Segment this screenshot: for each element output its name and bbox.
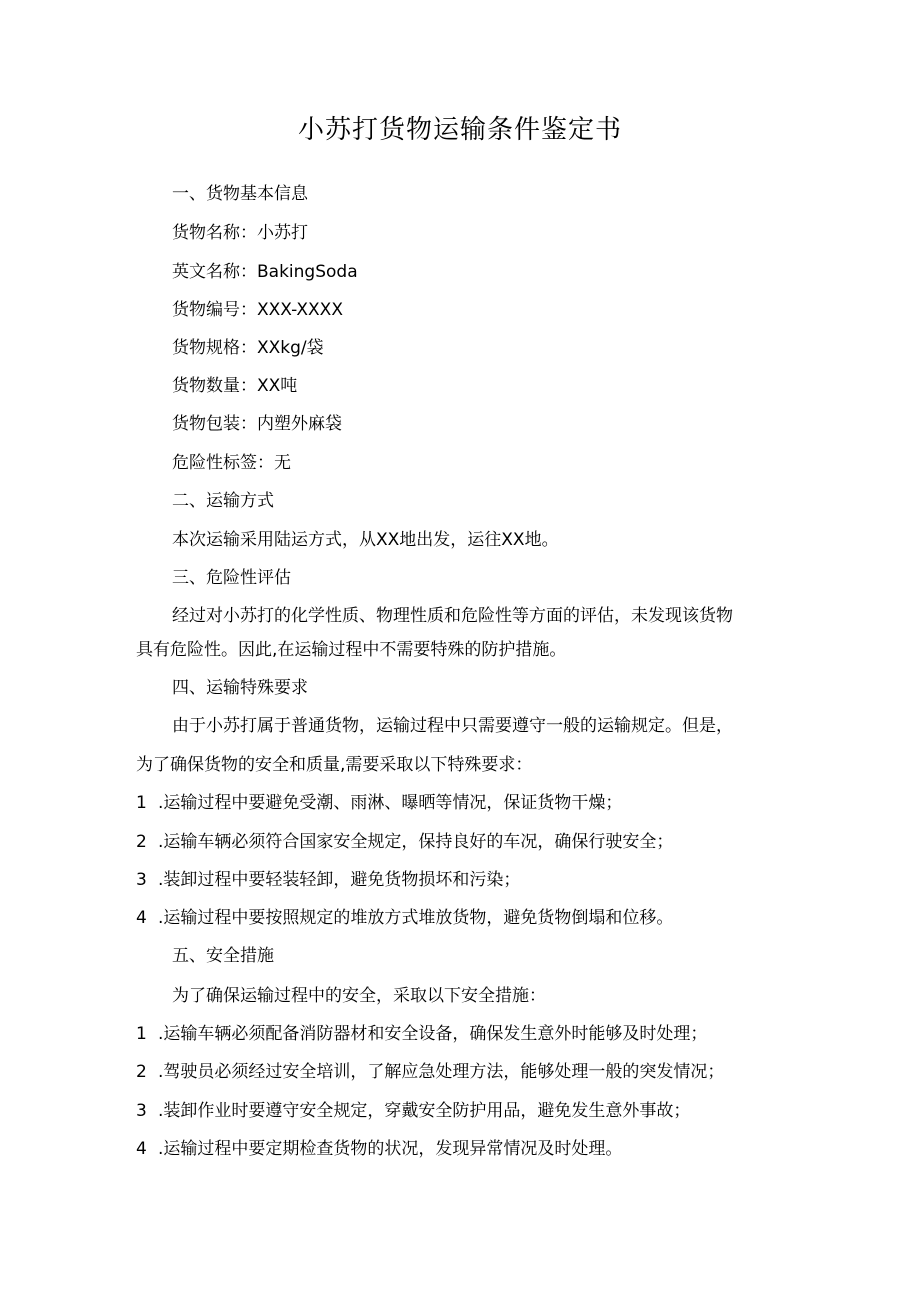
document-title: 小苏打货物运输条件鉴定书 [297, 115, 622, 145]
field-cargo-name: 货物名称：小苏打 [172, 223, 308, 243]
list-item-text: .驾驶员必须经过安全培训，了解应急处理方法，能够处理一般的突发情况； [158, 1062, 725, 1082]
section-heading-hazard-assessment: 三、危险性评估 [172, 568, 291, 588]
field-cargo-number: 货物编号：XXX-XXXX [172, 300, 343, 320]
field-cargo-quantity: 货物数量：XX吨 [172, 376, 298, 396]
field-hazard-label: 危险性标签：无 [172, 453, 291, 473]
list-item-number: 2 [136, 1062, 147, 1082]
list-item [136, 830, 673, 854]
list-item-text: .运输过程中要避免受潮、雨淋、曝晒等情况，保证货物干燥； [158, 793, 623, 813]
list-item [136, 791, 622, 815]
list-item-number: 4 [136, 1139, 147, 1159]
section-heading-transport-mode: 二、运输方式 [172, 491, 274, 511]
list-item-number: 3 [136, 870, 147, 890]
section-heading-safety-measures: 五、安全措施 [172, 946, 274, 966]
list-item [136, 1137, 622, 1161]
list-item-text: .运输车辆必须符合国家安全规定，保持良好的车况，确保行驶安全； [158, 832, 674, 852]
list-item-text: .运输过程中要按照规定的堆放方式堆放货物，避免货物倒塌和位移。 [158, 908, 674, 928]
list-item-number: 1 [136, 1024, 147, 1044]
list-item-number: 4 [136, 908, 147, 928]
list-item [136, 1099, 690, 1123]
hazard-assessment-line-2: 具有危险性。因此,在运输过程中不需要特殊的防护措施。 [136, 640, 567, 660]
transport-mode-text: 本次运输采用陆运方式，从XX地出发，运往XX地。 [172, 530, 559, 550]
safety-measures-intro: 为了确保运输过程中的安全，采取以下安全措施： [172, 986, 546, 1006]
special-requirements-line-2: 为了确保货物的安全和质量,需要采取以下特殊要求： [136, 755, 533, 775]
list-item [136, 868, 520, 892]
section-heading-special-requirements: 四、运输特殊要求 [172, 678, 308, 698]
special-requirements-line-1: 由于小苏打属于普通货物，运输过程中只需要遵守一般的运输规定。但是， [172, 716, 733, 736]
list-item [136, 1022, 707, 1046]
field-english-name: 英文名称：BakingSoda [172, 262, 358, 282]
hazard-assessment-line-1: 经过对小苏打的化学性质、物理性质和危险性等方面的评估，未发现该货物 [172, 606, 733, 626]
list-item-text: .运输过程中要定期检查货物的状况，发现异常情况及时处理。 [158, 1139, 623, 1159]
list-item-number: 1 [136, 793, 147, 813]
list-item-text: .装卸作业时要遵守安全规定，穿戴安全防护用品，避免发生意外事故； [158, 1101, 691, 1121]
list-item [136, 1060, 724, 1084]
list-item-text: .装卸过程中要轻装轻卸，避免货物损坏和污染； [158, 870, 521, 890]
list-item [136, 906, 673, 930]
list-item-number: 3 [136, 1101, 147, 1121]
field-cargo-packaging: 货物包装：内塑外麻袋 [172, 414, 342, 434]
list-item-text: .运输车辆必须配备消防器材和安全设备，确保发生意外时能够及时处理； [158, 1024, 708, 1044]
field-cargo-spec: 货物规格：XXkg/袋 [172, 338, 324, 358]
list-item-number: 2 [136, 832, 147, 852]
section-heading-basic-info: 一、货物基本信息 [172, 184, 308, 204]
